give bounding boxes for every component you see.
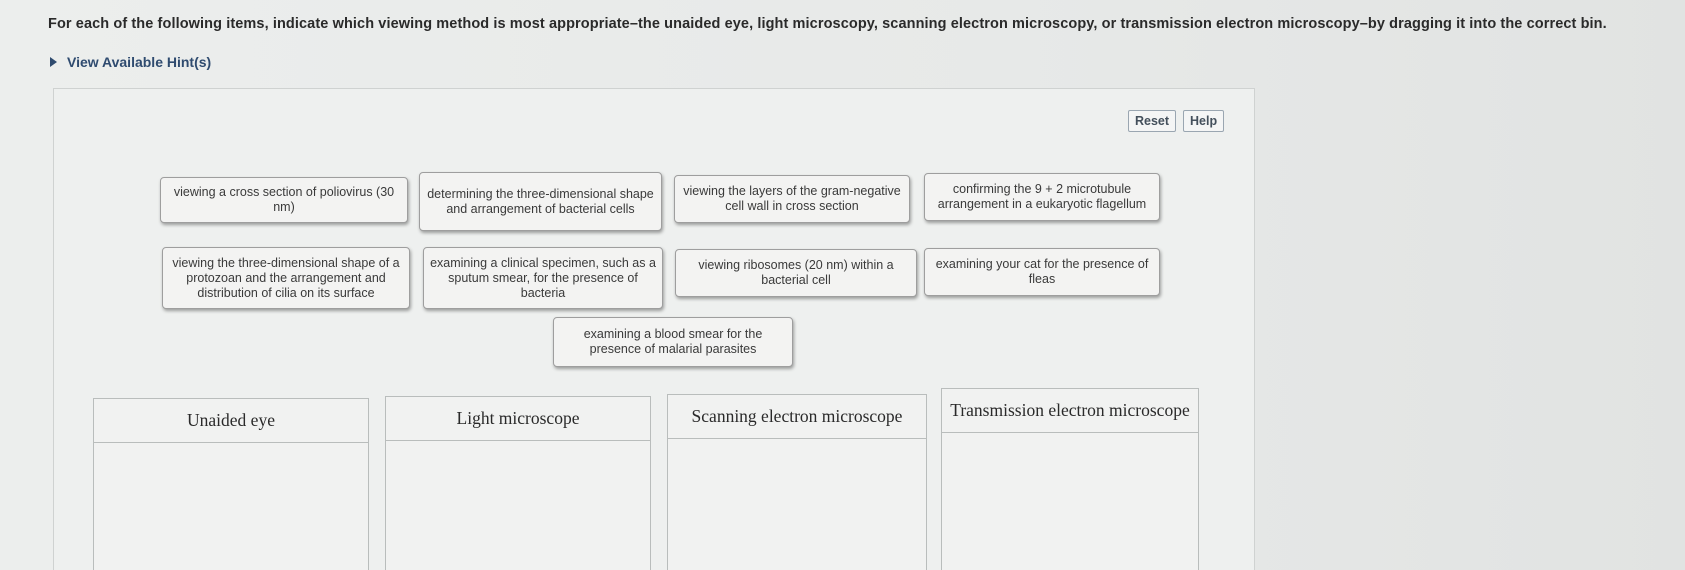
bin-drop-area[interactable] [386,441,650,570]
bin-unaided-eye[interactable] [93,398,369,570]
bin-header: Unaided eye [94,399,368,443]
bin-header: Light microscope [386,397,650,441]
bin-drop-area[interactable] [668,439,926,570]
draggable-item[interactable]: viewing ribosomes (20 nm) within a bacterial cell [675,249,917,297]
instruction-text: For each of the following items, indicate which viewing method is most appropriate–the unaided eye, light microscopy, scanning electron microscopy, or transmission electron microscopy–by dragging it into the correct bin. [48,16,1607,32]
bin-scanning-electron-microscope[interactable] [667,394,927,570]
bin-light-microscope[interactable] [385,396,651,570]
bin-header: Scanning electron microscope [668,395,926,439]
help-button[interactable]: Help [1183,110,1224,132]
bin-drop-area[interactable] [942,433,1198,570]
draggable-item[interactable]: determining the three-dimensional shape and arrangement of bacterial cells [419,172,662,231]
view-hints-label: View Available Hint(s) [67,54,212,70]
draggable-item[interactable]: examining a blood smear for the presence of malarial parasites [553,317,793,367]
draggable-item[interactable]: viewing a cross section of poliovirus (30 nm) [160,177,408,223]
draggable-item[interactable]: viewing the layers of the gram-negative cell wall in cross section [674,175,910,223]
caret-right-icon [50,57,57,67]
bin-drop-area[interactable] [94,443,368,570]
view-hints-toggle[interactable] [50,54,211,70]
reset-button[interactable]: Reset [1128,110,1176,132]
bin-header: Transmission electron microscope [942,389,1198,433]
draggable-item[interactable]: examining your cat for the presence of fleas [924,248,1160,296]
draggable-item[interactable]: viewing the three-dimensional shape of a protozoan and the arrangement and distribution of cilia on its surface [162,247,410,309]
draggable-item[interactable]: confirming the 9 + 2 microtubule arrangement in a eukaryotic flagellum [924,173,1160,221]
draggable-item[interactable]: examining a clinical specimen, such as a sputum smear, for the presence of bacteria [423,247,663,309]
bin-transmission-electron-microscope[interactable] [941,388,1199,570]
